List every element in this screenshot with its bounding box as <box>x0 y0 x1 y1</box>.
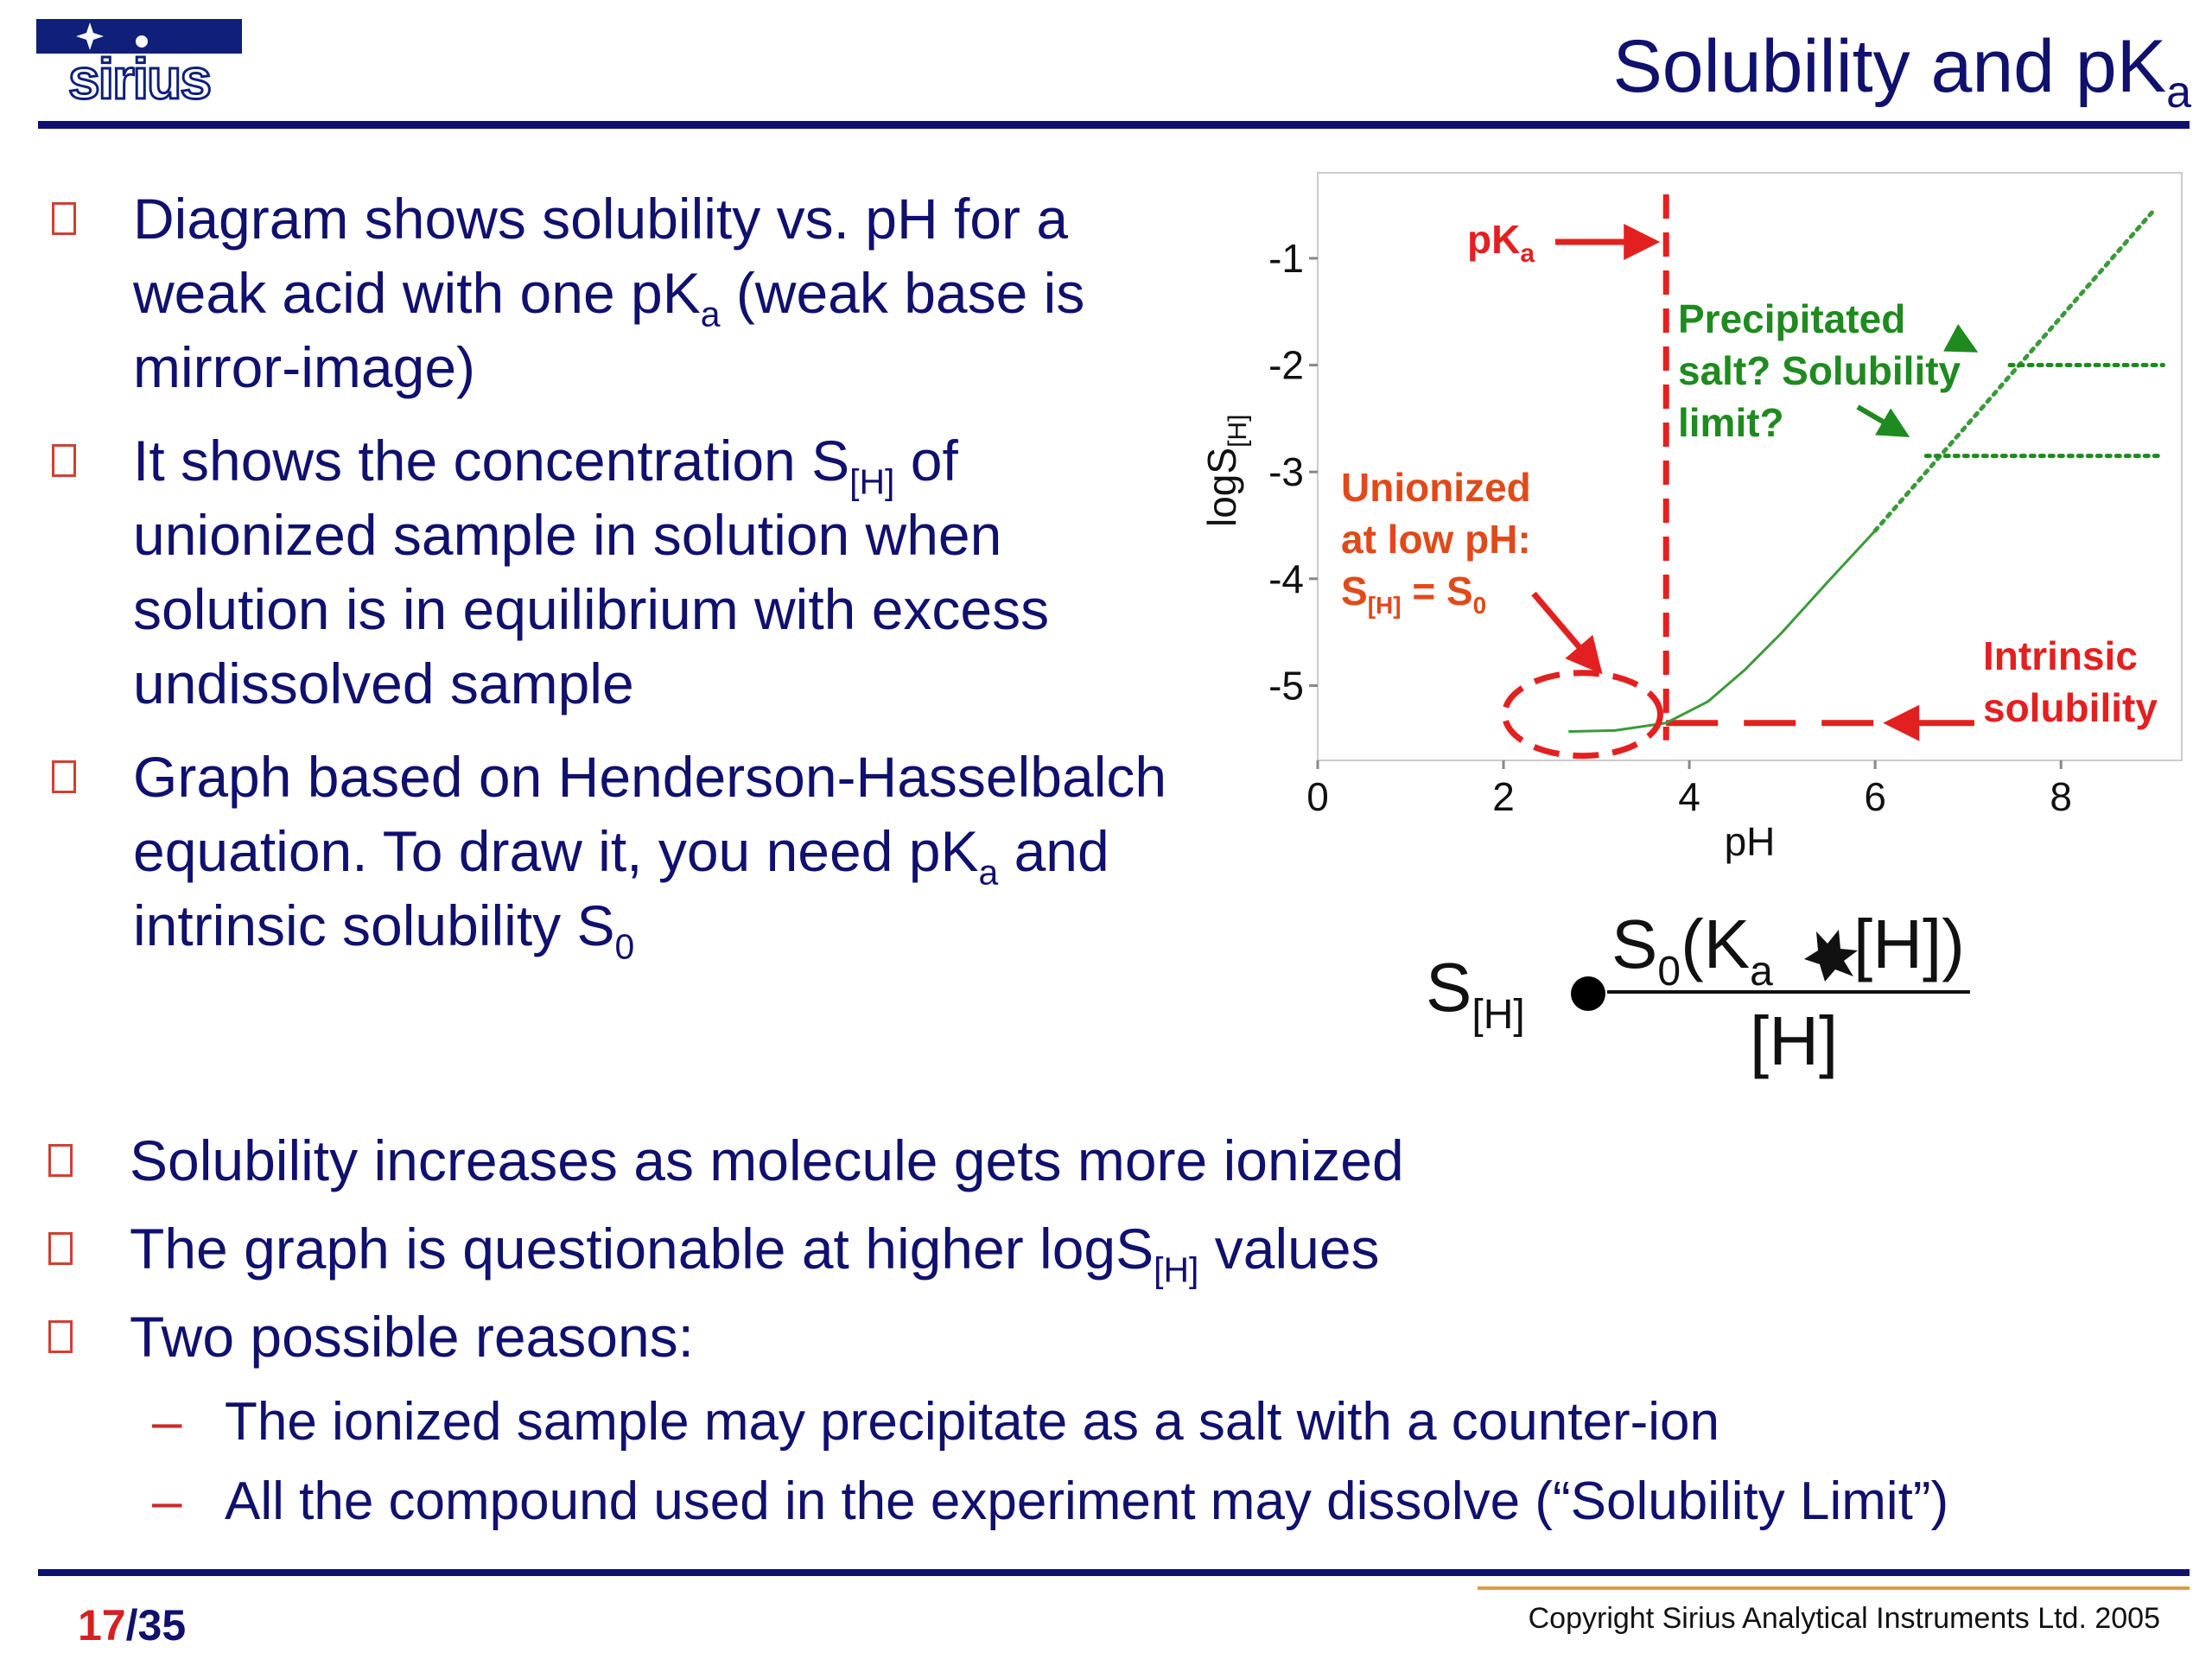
formula-denominator <box>1750 1002 1838 1079</box>
y-tick-label: -4 <box>1268 556 1304 601</box>
formula-numerator-subscript: (K <box>1681 906 1751 982</box>
y-axis-label-text: logS <box>1199 447 1244 527</box>
bullet-item <box>43 181 1184 404</box>
intrinsic-annotation-line: solubility <box>1983 685 2158 730</box>
y-axis-label-subscript: [H] <box>1224 414 1252 448</box>
svg-text:sirius: sirius <box>67 47 211 107</box>
subscript-text: a <box>978 852 999 893</box>
y-axis-label <box>1199 415 1252 527</box>
footer-accent-line <box>1478 1586 2190 1590</box>
page-number <box>78 1600 186 1650</box>
bullet-list-upper <box>43 181 1184 982</box>
page-current: 17 <box>78 1601 126 1649</box>
unionized-annotation-line: at low pH: <box>1341 517 1531 562</box>
bullet-text: Graph based on Henderson-Hasselbalch equation. To draw it, you need pK <box>133 745 1167 883</box>
formula-numerator-end-text: [H]) <box>1853 906 1965 982</box>
garbled-operator-icon <box>1804 930 1858 982</box>
pka-annotation-text: pK <box>1467 217 1521 262</box>
unionized-equation-subscript: 0 <box>1472 592 1487 619</box>
bullet-box-icon <box>48 1320 73 1353</box>
formula-numerator <box>1611 906 1773 995</box>
bullet-item <box>43 423 1184 721</box>
formula-numerator-subscript: 0 <box>1657 949 1681 995</box>
bullet-box-icon <box>52 760 76 793</box>
bullet-item <box>43 740 1184 967</box>
bullet-item <box>40 1300 2148 1374</box>
precipitated-annotation-line: Precipitated <box>1678 296 1906 341</box>
solubility-ph-chart <box>1192 160 2195 877</box>
bullet-text: and intrinsic solubility S <box>133 819 1109 957</box>
formula-lhs <box>1426 949 1525 1038</box>
x-tick-label: 8 <box>2050 774 2073 819</box>
bullet-text: of unionized sample in solution when solution is in equilibrium with excess undissolved sample <box>133 429 1050 715</box>
unionized-annotation-line: Unionized <box>1341 465 1531 510</box>
sub-bullet-item <box>152 1382 2139 1462</box>
formula-lhs-subscript: [H] <box>1471 992 1525 1038</box>
page-total: /35 <box>125 1601 187 1649</box>
bullet-text: The graph is questionable at higher logS <box>130 1217 1154 1281</box>
formula-numerator-text: S <box>1611 906 1658 982</box>
bullet-text: Solubility increases as molecule gets more ionized <box>130 1128 1404 1192</box>
bullet-box-icon <box>52 444 76 477</box>
x-tick-label: 2 <box>1492 774 1515 819</box>
x-axis-label: pH <box>1724 819 1776 864</box>
bullet-text: values <box>1198 1217 1380 1281</box>
unionized-equation-text: S <box>1341 569 1368 613</box>
x-tick-label: 4 <box>1678 774 1700 819</box>
sub-bullet-item <box>152 1462 2139 1541</box>
subscript-text: [H] <box>1154 1249 1199 1290</box>
slide-title-subscript: a <box>2166 67 2191 118</box>
dash-icon: – <box>152 1471 182 1531</box>
x-tick-label: 6 <box>1864 774 1886 819</box>
y-tick-label: -5 <box>1268 663 1304 709</box>
title-divider <box>38 121 2190 129</box>
sub-bullet-text: All the compound used in the experiment may dissolve (“Solubility Limit”) <box>225 1471 1949 1531</box>
bullet-item <box>40 1211 2148 1290</box>
unionized-equation-text: = S <box>1401 569 1473 613</box>
bullet-item <box>40 1123 2148 1198</box>
bullet-list-lower <box>40 1123 2148 1388</box>
sub-bullet-list <box>152 1382 2139 1541</box>
subscript-text: [H] <box>849 461 895 502</box>
henderson-hasselbalch-formula <box>1417 899 1979 1089</box>
unionized-equation <box>1341 569 1486 619</box>
intrinsic-annotation-line: Intrinsic <box>1983 633 2138 678</box>
precipitated-annotation-line: salt? Solubility <box>1678 348 1961 393</box>
sub-bullet-text: The ionized sample may precipitate as a salt with a counter-ion <box>225 1392 1719 1452</box>
bullet-box-icon <box>48 1144 73 1177</box>
bullet-text: Diagram shows solubility vs. pH for a weak acid with one pK <box>133 187 1069 325</box>
subscript-text: a <box>700 294 721 334</box>
y-tick-label: -1 <box>1268 235 1304 281</box>
bullet-text: (weak base is mirror-image) <box>133 261 1085 399</box>
equals-dot-icon <box>1571 976 1605 1011</box>
slide-title <box>1612 26 2191 118</box>
bullet-box-icon <box>52 202 76 235</box>
copyright-text: Copyright Sirius Analytical Instruments Ltd. 2005 <box>1528 1602 2160 1635</box>
precipitated-annotation-line: limit? <box>1678 400 1784 445</box>
footer-divider <box>38 1569 2190 1576</box>
x-tick-label: 0 <box>1306 774 1329 819</box>
slide-title-text: Solubility and pK <box>1612 25 2167 108</box>
dash-icon: – <box>152 1392 182 1452</box>
formula-numerator-subscript: a <box>1750 949 1773 995</box>
unionized-equation-subscript: [H] <box>1367 592 1402 619</box>
formula-numerator-end <box>1853 906 1965 982</box>
sirius-logo <box>36 19 242 107</box>
bullet-text: It shows the concentration S <box>133 429 850 493</box>
bullet-text: Two possible reasons: <box>130 1305 695 1369</box>
y-tick-label: -3 <box>1268 449 1304 495</box>
subscript-text: 0 <box>614 926 635 967</box>
pka-annotation-subscript: a <box>1520 239 1535 268</box>
formula-denominator-text: [H] <box>1750 1002 1839 1079</box>
y-tick-label: -2 <box>1268 342 1304 388</box>
bullet-box-icon <box>48 1232 73 1265</box>
formula-lhs-text: S <box>1426 949 1472 1026</box>
